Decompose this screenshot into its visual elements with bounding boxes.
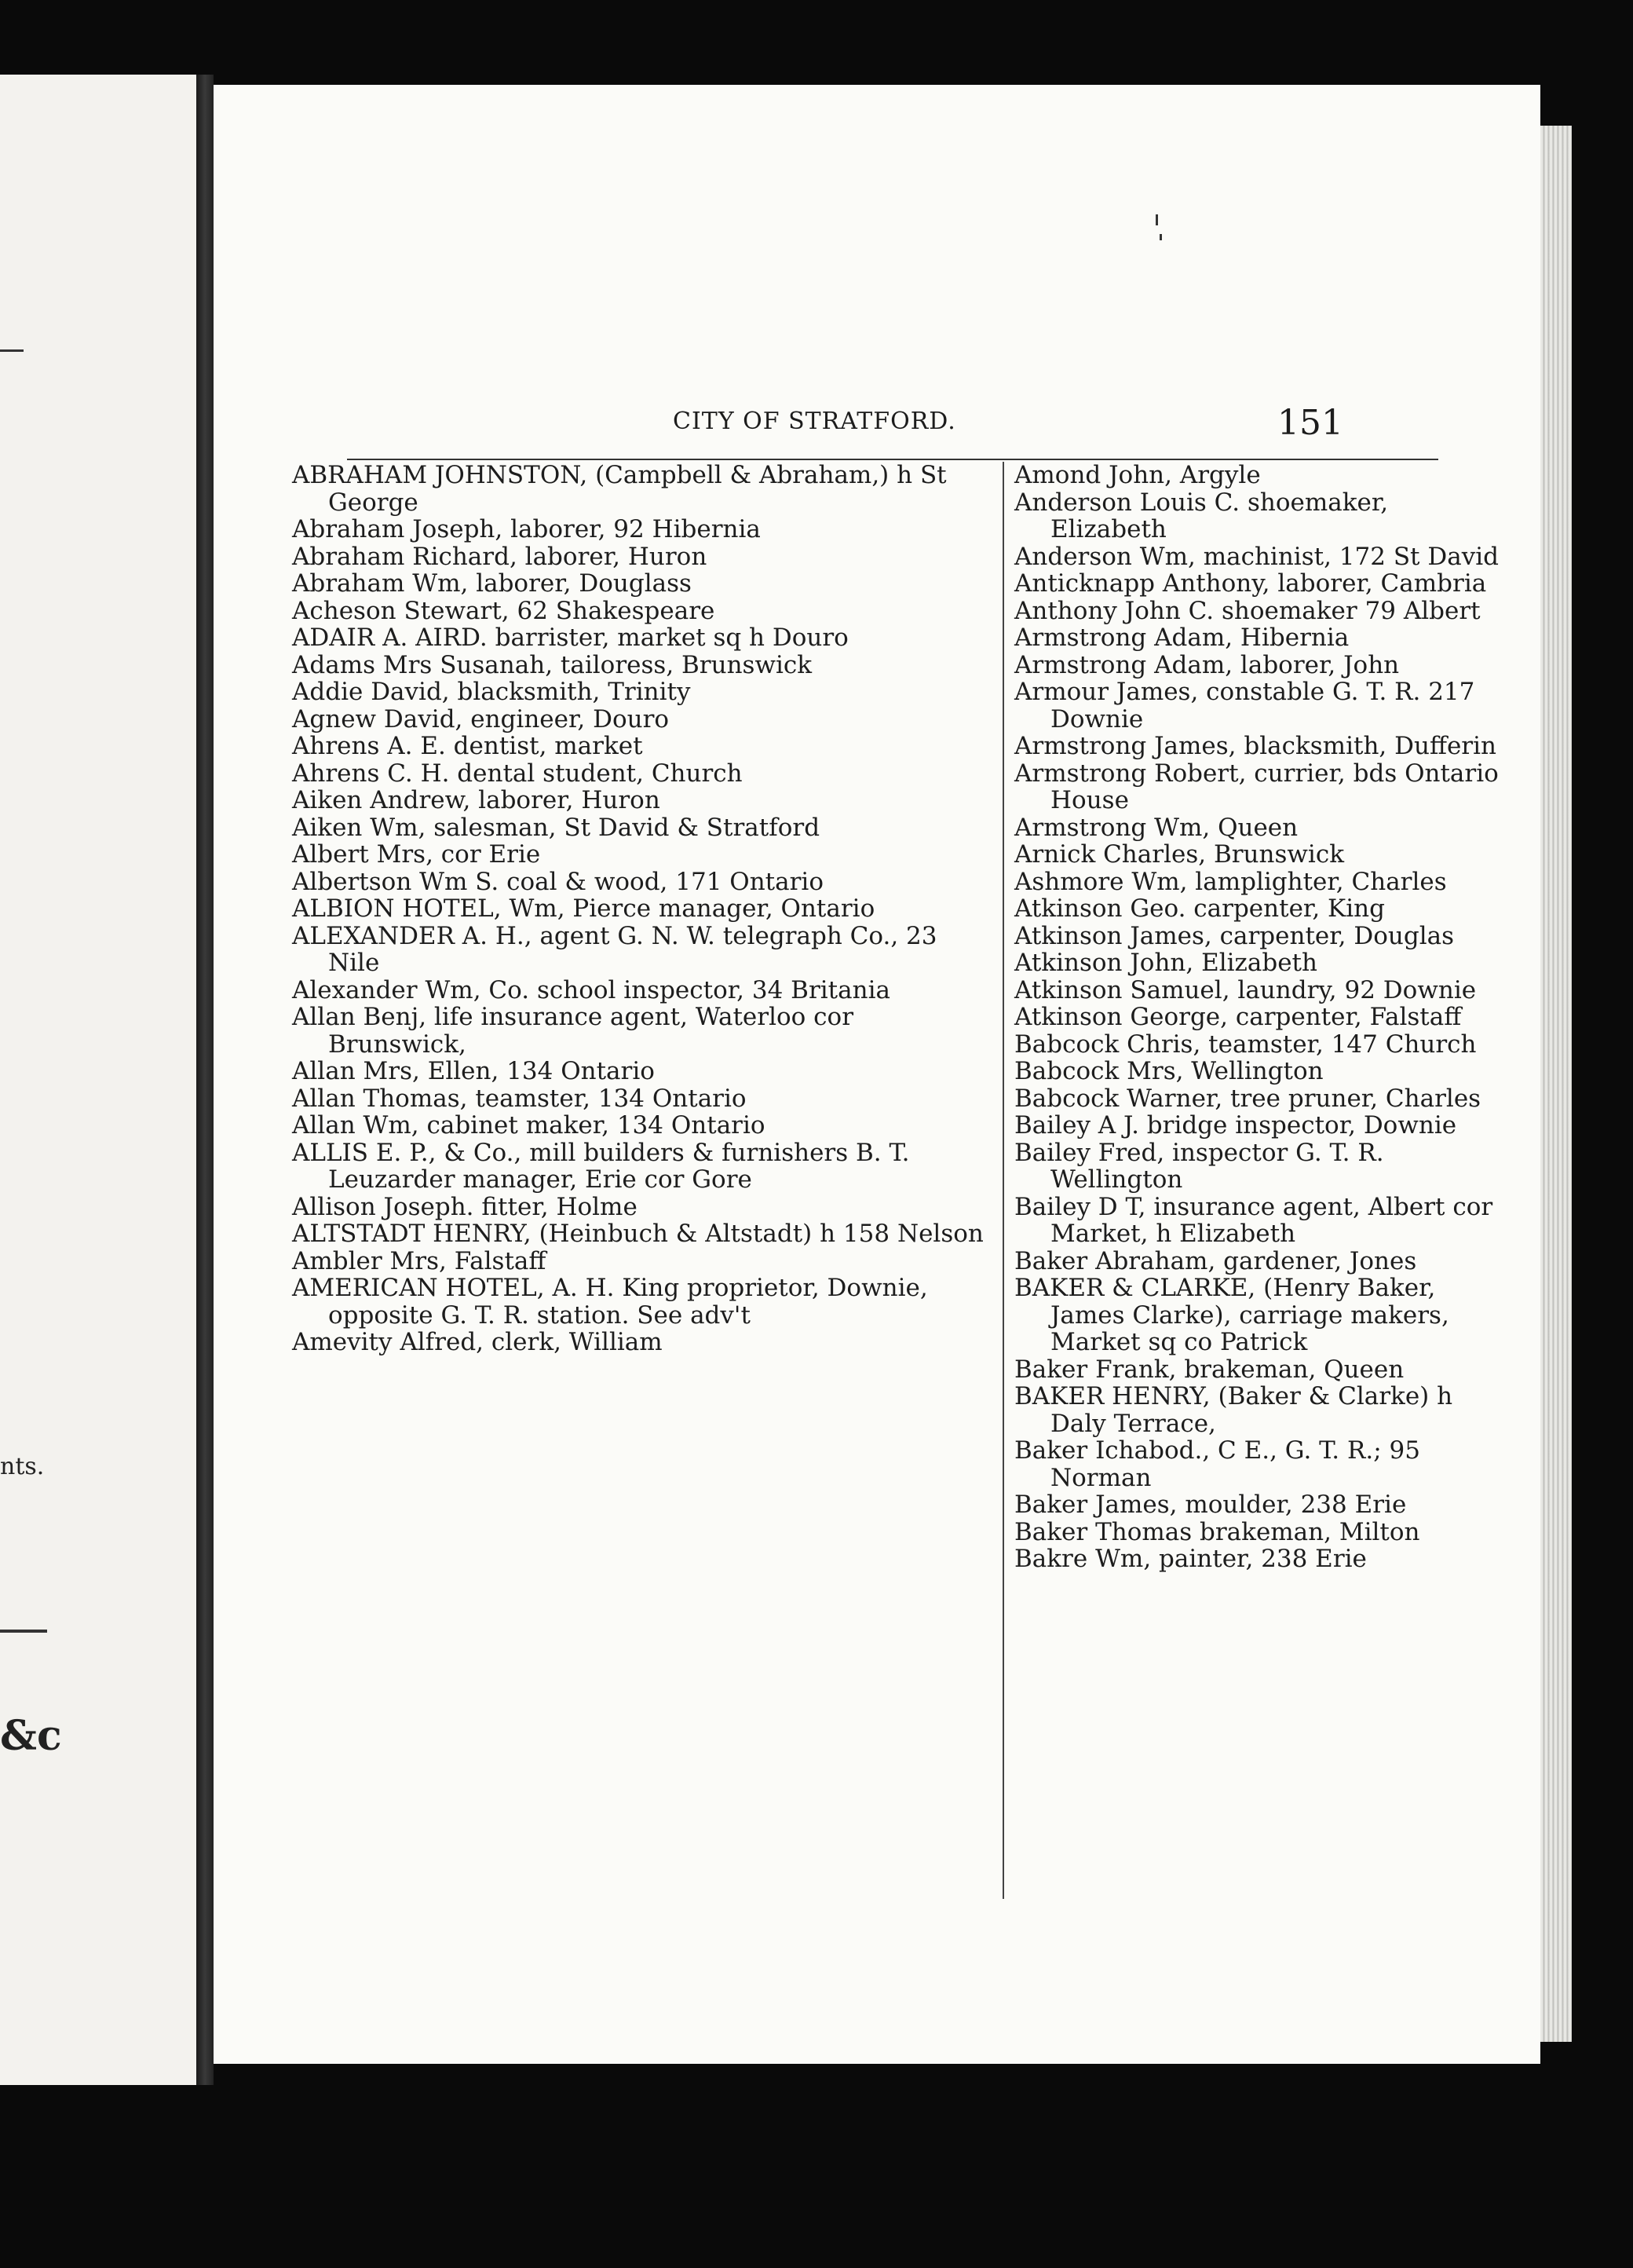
directory-entry: Addie David, blacksmith, Trinity	[292, 678, 691, 706]
directory-entry: Babcock Mrs, Wellington	[1014, 1057, 1324, 1085]
directory-entry: Bakre Wm, painter, 238 Erie	[1014, 1545, 1367, 1573]
directory-entry: Agnew David, engineer, Douro	[292, 704, 670, 733]
left-page-text-fragment: nts.	[0, 1453, 45, 1480]
directory-entry: Albert Mrs, cor Erie	[292, 840, 541, 869]
directory-entry: Anderson Louis C. shoemaker, Elizabeth	[1014, 488, 1389, 543]
directory-entry: Babcock Warner, tree pruner, Charles	[1014, 1084, 1481, 1113]
left-page-rule	[0, 349, 24, 352]
directory-entry: Armstrong Adam, laborer, John	[1014, 650, 1400, 679]
directory-entry: ABRAHAM JOHNSTON, (Campbell & Abraham,) h St George	[292, 461, 947, 517]
directory-entry: Adams Mrs Susanah, tailoress, Brunswick	[292, 650, 813, 679]
directory-entry: Allan Mrs, Ellen, 134 Ontario	[292, 1057, 655, 1085]
directory-entry: Aiken Wm, salesman, St David & Stratford	[292, 813, 820, 842]
directory-entry: Abraham Wm, laborer, Douglass	[292, 569, 692, 598]
column-divider	[1003, 462, 1004, 1899]
directory-entry: Acheson Stewart, 62 Shakespeare	[292, 596, 715, 625]
directory-entry: Bailey Fred, inspector G. T. R. Wellington	[1014, 1138, 1384, 1194]
directory-entry: Allan Benj, life insurance agent, Waterloo cor Brunswick,	[292, 1003, 854, 1059]
directory-entry: Allan Thomas, teamster, 134 Ontario	[292, 1084, 747, 1113]
directory-entry: Atkinson John, Elizabeth	[1014, 949, 1317, 977]
left-column-entries	[292, 462, 991, 1356]
directory-entry: ALEXANDER A. H., agent G. N. W. telegraph Co., 23 Nile	[292, 921, 937, 977]
directory-entry: Ahrens C. H. dental student, Church	[292, 759, 743, 788]
directory-page	[214, 85, 1540, 2064]
directory-entry: Baker Frank, brakeman, Queen	[1014, 1355, 1405, 1384]
page-edges	[1540, 126, 1572, 2042]
directory-entry: Atkinson Geo. carpenter, King	[1014, 894, 1385, 923]
directory-entry: Baker Ichabod., C E., G. T. R.; 95 Norman	[1014, 1436, 1420, 1492]
directory-entry: BAKER & CLARKE, (Henry Baker, James Clarke), carriage makers, Market sq co Patrick	[1014, 1274, 1449, 1356]
directory-entry: Baker James, moulder, 238 Erie	[1014, 1491, 1407, 1519]
directory-entry: Alexander Wm, Co. school inspector, 34 Britania	[292, 975, 890, 1004]
directory-entry: Abraham Joseph, laborer, 92 Hibernia	[292, 515, 761, 543]
book-spine	[196, 75, 214, 2085]
directory-entry: AMERICAN HOTEL, A. H. King proprietor, Downie, opposite G. T. R. station. See adv't	[292, 1274, 928, 1330]
directory-entry: Allan Wm, cabinet maker, 134 Ontario	[292, 1111, 765, 1139]
directory-entry: Armstrong Wm, Queen	[1014, 813, 1299, 842]
directory-entry: Armstrong Robert, currier, bds Ontario House	[1014, 759, 1499, 814]
page-number: 151	[1277, 403, 1343, 443]
directory-entry: ALBION HOTEL, Wm, Pierce manager, Ontario	[292, 894, 875, 923]
directory-entry: Abraham Richard, laborer, Huron	[292, 542, 707, 571]
left-page-fragment	[0, 75, 196, 2085]
directory-entry: Atkinson Samuel, laundry, 92 Downie	[1014, 975, 1477, 1004]
directory-entry: ALLIS E. P., & Co., mill builders & furnishers B. T. Leuzarder manager, Erie cor Gore	[292, 1138, 910, 1194]
directory-entry: Anthony John C. shoemaker 79 Albert	[1014, 596, 1481, 625]
directory-entry: Anticknapp Anthony, laborer, Cambria	[1014, 569, 1487, 598]
directory-entry: Ambler Mrs, Falstaff	[292, 1246, 546, 1275]
right-column-entries	[1014, 462, 1505, 1573]
directory-entry: Amevity Alfred, clerk, William	[292, 1328, 663, 1356]
directory-entry: BAKER HENRY, (Baker & Clarke) h Daly Terrace,	[1014, 1382, 1453, 1438]
directory-entry: Anderson Wm, machinist, 172 St David	[1014, 542, 1499, 571]
directory-entry: Ashmore Wm, lamplighter, Charles	[1014, 867, 1447, 896]
directory-entry: Atkinson James, carpenter, Douglas	[1014, 921, 1454, 950]
directory-entry: ALTSTADT HENRY, (Heinbuch & Altstadt) h 158 Nelson	[292, 1220, 984, 1248]
directory-entry: Arnick Charles, Brunswick	[1014, 840, 1344, 869]
page-title: CITY OF STRATFORD.	[673, 408, 956, 435]
left-page-rule	[0, 1630, 47, 1633]
directory-entry: Baker Abraham, gardener, Jones	[1014, 1246, 1417, 1275]
directory-entry: Albertson Wm S. coal & wood, 171 Ontario	[292, 867, 824, 896]
directory-entry: Bailey A J. bridge inspector, Downie	[1014, 1111, 1457, 1139]
directory-entry: Aiken Andrew, laborer, Huron	[292, 786, 660, 814]
directory-entry: Amond John, Argyle	[1014, 461, 1261, 489]
directory-entry: ADAIR A. AIRD. barrister, market sq h Douro	[292, 624, 849, 652]
print-speck	[1156, 214, 1158, 225]
print-speck	[1160, 234, 1162, 240]
directory-entry: Allison Joseph. fitter, Holme	[292, 1192, 637, 1221]
header-rule	[347, 459, 1438, 460]
directory-entry: Atkinson George, carpenter, Falstaff	[1014, 1003, 1462, 1031]
directory-entry: Bailey D T, insurance agent, Albert cor Market, h Elizabeth	[1014, 1192, 1493, 1248]
directory-entry: Armstrong Adam, Hibernia	[1014, 624, 1350, 652]
directory-entry: Baker Thomas brakeman, Milton	[1014, 1517, 1420, 1546]
directory-entry: Armstrong James, blacksmith, Dufferin	[1014, 732, 1497, 760]
directory-entry: Ahrens A. E. dentist, market	[292, 732, 643, 760]
left-page-text-fragment: &c	[0, 1712, 62, 1760]
directory-entry: Babcock Chris, teamster, 147 Church	[1014, 1030, 1477, 1059]
directory-entry: Armour James, constable G. T. R. 217 Downie	[1014, 678, 1475, 733]
page-header	[214, 403, 1540, 450]
